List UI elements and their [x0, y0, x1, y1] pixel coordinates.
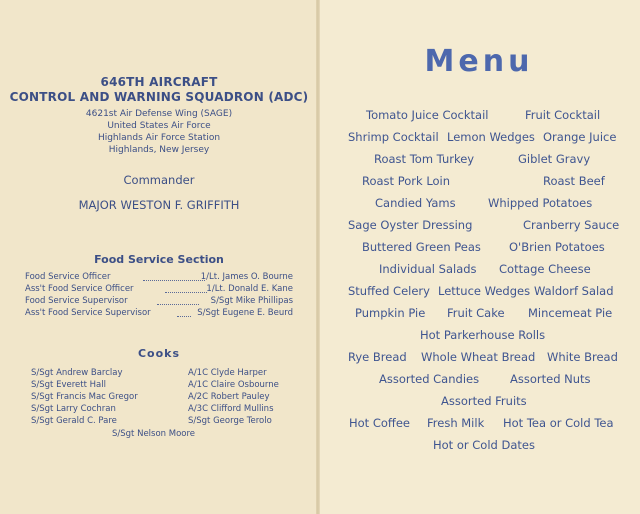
menu-item: Assorted Nuts	[510, 372, 591, 386]
food-service-row	[25, 272, 293, 283]
staff-title: Ass't Food Service Supervisor	[25, 308, 151, 318]
menu-item: Whipped Potatoes	[488, 196, 593, 210]
address-line: 4621st Air Defense Wing (SAGE)	[85, 109, 233, 119]
staff-name: S/Sgt Mike Phillipas	[210, 296, 293, 306]
food-service-heading: Food Service Section	[94, 253, 224, 266]
menu-item: Mincemeat Pie	[528, 306, 613, 320]
menu-item: Fruit Cake	[447, 306, 505, 320]
menu-item: Assorted Fruits	[441, 394, 527, 408]
leader-dots	[157, 296, 199, 305]
menu-item: Whole Wheat Bread	[421, 350, 536, 364]
cook-name: S/Sgt Larry Cochran	[31, 404, 116, 414]
squadron-line-1: 646TH AIRCRAFT	[100, 75, 218, 89]
food-service-row	[25, 284, 293, 295]
menu-item: Lemon Wedges	[447, 130, 535, 144]
cook-name: S/Sgt Gerald C. Pare	[31, 416, 117, 426]
menu-item: Hot Tea or Cold Tea	[503, 416, 614, 430]
menu-item: Cottage Cheese	[499, 262, 591, 276]
menu-item: White Bread	[547, 350, 618, 364]
menu-item: O'Brien Potatoes	[509, 240, 605, 254]
staff-name: 1/Lt. James O. Bourne	[200, 272, 293, 282]
menu-item: Pumpkin Pie	[355, 306, 426, 320]
menu-item: Hot Parkerhouse Rolls	[420, 328, 546, 342]
cook-name: A/2C Robert Pauley	[188, 392, 270, 402]
cook-name: A/1C Clyde Harper	[188, 368, 267, 378]
menu-item: Sage Oyster Dressing	[348, 218, 473, 232]
menu-item: Candied Yams	[375, 196, 456, 210]
staff-title: Food Service Officer	[25, 272, 111, 282]
commander-heading: Commander	[123, 173, 195, 187]
leader-dots	[177, 308, 191, 317]
menu-item: Lettuce Wedges	[438, 284, 531, 298]
menu-item: Shrimp Cocktail	[348, 130, 439, 144]
menu-item: Hot or Cold Dates	[433, 438, 535, 452]
menu-item: Assorted Candies	[379, 372, 480, 386]
food-service-row	[25, 296, 293, 307]
staff-name: S/Sgt Eugene E. Beurd	[197, 308, 293, 318]
address-line: United States Air Force	[107, 121, 211, 131]
menu-item: Tomato Juice Cocktail	[366, 108, 489, 122]
menu-title: Menu	[424, 44, 534, 79]
menu-item: Roast Tom Turkey	[374, 152, 475, 166]
menu-item: Waldorf Salad	[534, 284, 614, 298]
menu-item: Cranberry Sauce	[523, 218, 620, 232]
cook-name: S/Sgt Francis Mac Gregor	[31, 392, 138, 402]
menu-item: Stuffed Celery	[348, 284, 430, 298]
menu-item: Roast Pork Loin	[362, 174, 451, 188]
leader-dots	[165, 284, 207, 293]
menu-item: Individual Salads	[379, 262, 477, 276]
food-service-row	[25, 308, 293, 319]
leader-dots	[143, 272, 205, 281]
staff-title: Food Service Supervisor	[25, 296, 128, 306]
menu-item: Rye Bread	[348, 350, 407, 364]
menu-item: Fresh Milk	[427, 416, 485, 430]
staff-title: Ass't Food Service Officer	[25, 284, 134, 294]
cook-name: A/3C Clifford Mullins	[188, 404, 274, 414]
menu-item: Giblet Gravy	[518, 152, 591, 166]
menu-item: Hot Coffee	[349, 416, 410, 430]
address-line: Highlands Air Force Station	[97, 133, 221, 143]
cook-name: S/Sgt Andrew Barclay	[31, 368, 123, 378]
menu-item: Buttered Green Peas	[362, 240, 481, 254]
cook-name: S/Sgt Nelson Moore	[112, 429, 196, 439]
address-line: Highlands, New Jersey	[108, 145, 210, 155]
menu-item: Roast Beef	[543, 174, 605, 188]
staff-name: 1/Lt. Donald E. Kane	[206, 284, 293, 294]
cook-name: S/Sgt Everett Hall	[31, 380, 106, 390]
menu-item: Orange Juice	[543, 130, 617, 144]
commander-name: MAJOR WESTON F. GRIFFITH	[78, 198, 240, 212]
cook-name: A/1C Claire Osbourne	[188, 380, 279, 390]
menu-item: Fruit Cocktail	[525, 108, 601, 122]
cooks-heading: Cooks	[137, 347, 181, 360]
cook-name: S/Sgt George Terolo	[188, 416, 272, 426]
squadron-line-2: CONTROL AND WARNING SQUADRON (ADC)	[9, 90, 309, 104]
